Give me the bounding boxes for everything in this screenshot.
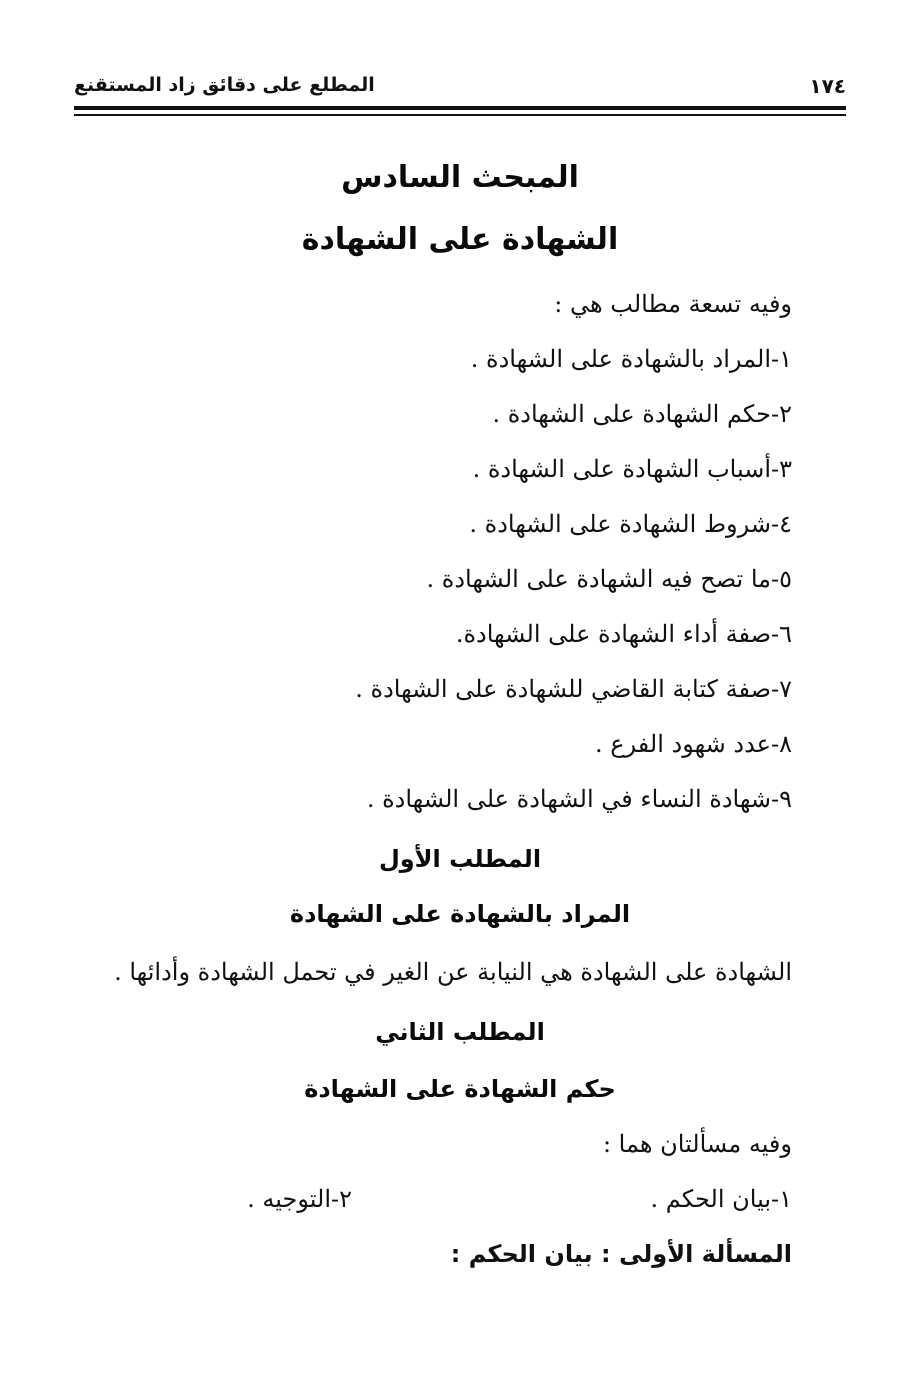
book-title: المطلع على دقائق زاد المستقنع xyxy=(74,74,375,96)
running-header xyxy=(74,70,846,104)
list-item: ٣-أسباب الشهادة على الشهادة . xyxy=(472,455,792,483)
issue-item: ١-بيان الحكم . xyxy=(650,1185,792,1213)
section-intro: وفيه تسعة مطالب هي : xyxy=(554,290,792,318)
list-item: ٦-صفة أداء الشهادة على الشهادة. xyxy=(455,620,792,648)
header-rule-thick xyxy=(74,106,846,110)
page-number: ١٧٤ xyxy=(809,74,846,98)
first-matlab-title: المطلب الأول xyxy=(378,845,542,873)
second-matlab-title: المطلب الثاني xyxy=(375,1018,545,1046)
first-issue-heading: المسألة الأولى : بيان الحكم : xyxy=(450,1240,792,1268)
second-matlab-intro: وفيه مسألتان هما : xyxy=(602,1130,792,1158)
second-matlab-subtitle: حكم الشهادة على الشهادة xyxy=(304,1075,616,1103)
first-matlab-text: الشهادة على الشهادة هي النيابة عن الغير في تحمل الشهادة وأدائها . xyxy=(114,958,792,986)
list-item: ٨-عدد شهود الفرع . xyxy=(594,730,792,758)
section-subtitle: الشهادة على الشهادة xyxy=(301,222,619,257)
header-rule-thin xyxy=(74,114,846,116)
issue-item: ٢-التوجيه . xyxy=(247,1185,352,1213)
list-item: ٩-شهادة النساء في الشهادة على الشهادة . xyxy=(366,785,792,813)
section-title: المبحث السادس xyxy=(341,160,579,195)
list-item: ١-المراد بالشهادة على الشهادة . xyxy=(470,345,792,373)
list-item: ٥-ما تصح فيه الشهادة على الشهادة . xyxy=(426,565,792,593)
list-item: ٢-حكم الشهادة على الشهادة . xyxy=(492,400,792,428)
issues-row xyxy=(74,1185,792,1219)
list-item: ٤-شروط الشهادة على الشهادة . xyxy=(469,510,792,538)
first-matlab-subtitle: المراد بالشهادة على الشهادة xyxy=(289,900,631,928)
list-item: ٧-صفة كتابة القاضي للشهادة على الشهادة . xyxy=(355,675,792,703)
